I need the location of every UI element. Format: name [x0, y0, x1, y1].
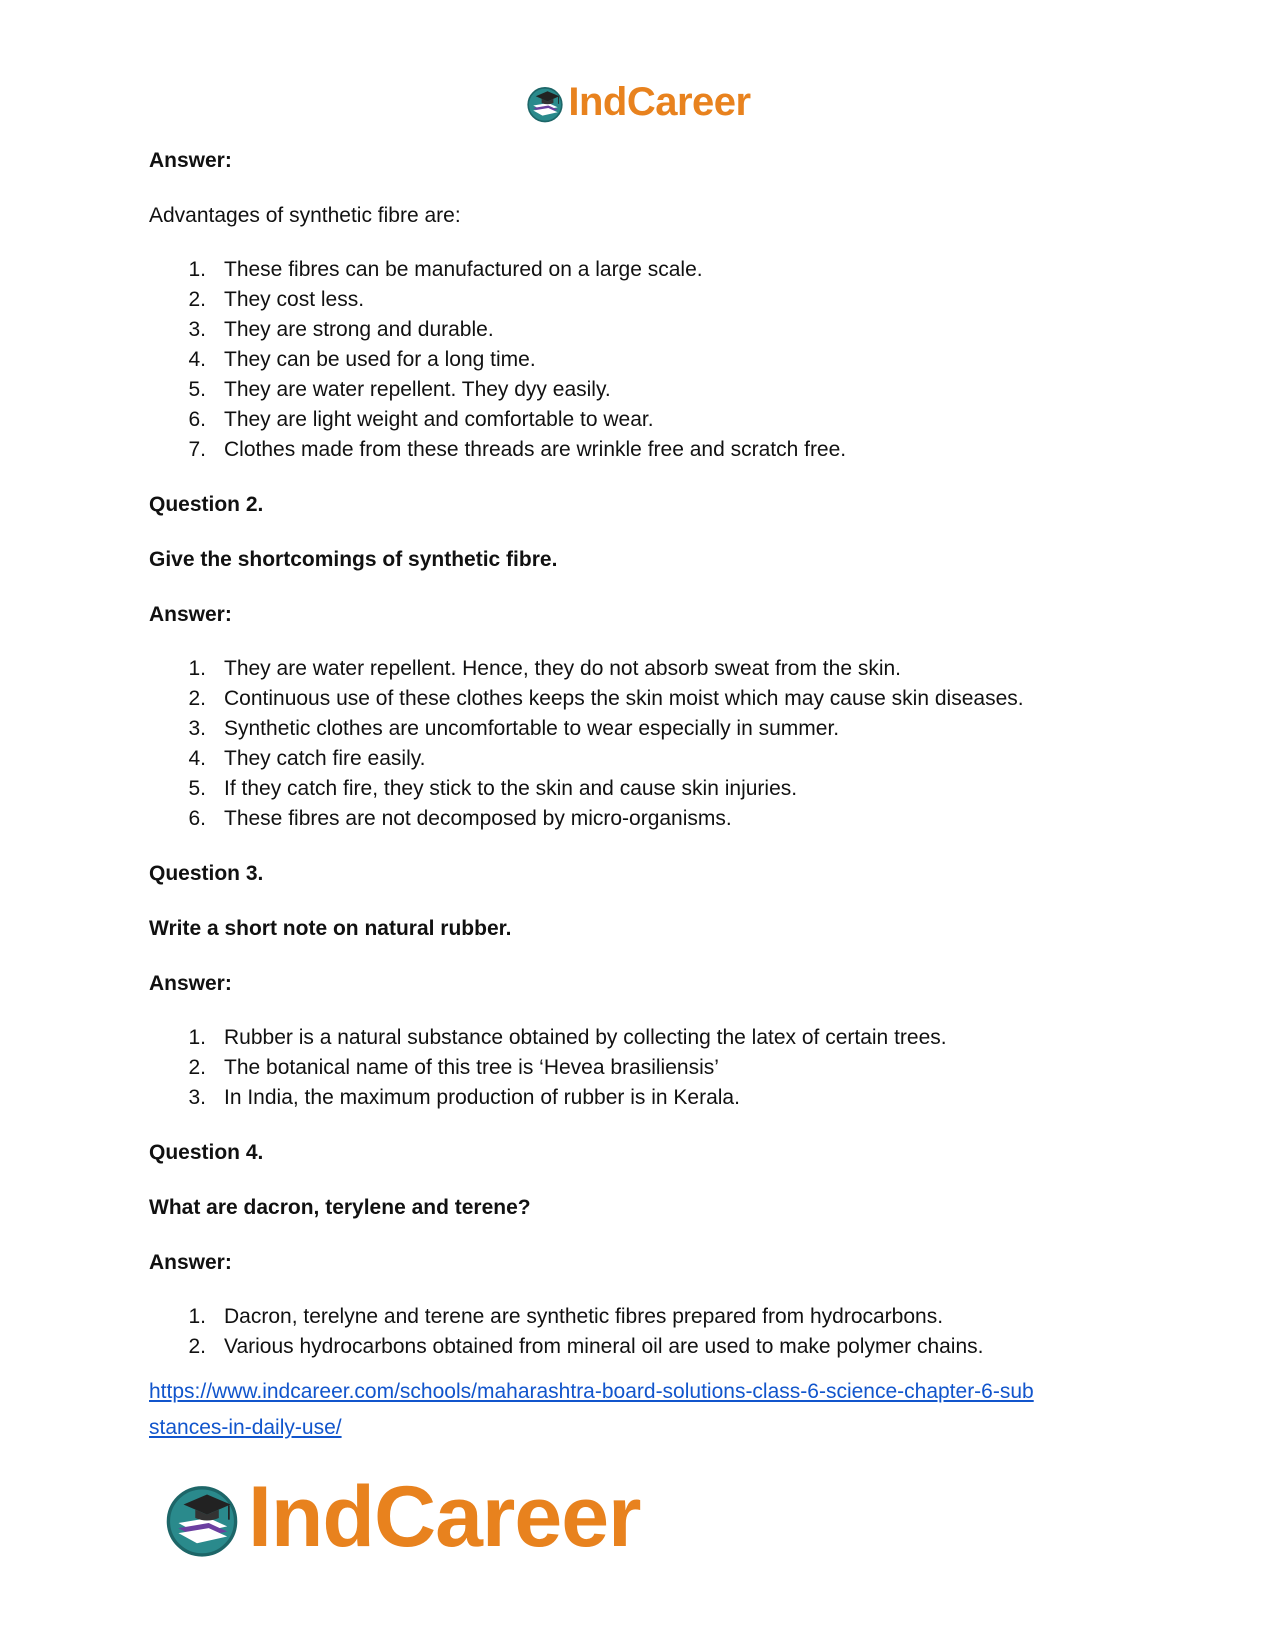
graduation-cap-book-globe-icon	[160, 1476, 244, 1560]
list-item: 2. Various hydrocarbons obtained from mineral oil are used to make polymer chains.	[188, 1335, 984, 1358]
source-link-line1: https://www.indcareer.com/schools/maharashtra-board-solutions-class-6-science-chapter-6-sub	[149, 1380, 1034, 1403]
dacron-list	[149, 1302, 1129, 1362]
source-link[interactable]	[149, 1380, 1034, 1439]
question-text: What are dacron, terylene and terene?	[149, 1196, 531, 1219]
list-item: 1. These fibres can be manufactured on a large scale.	[188, 258, 703, 281]
list-item: 1. Rubber is a natural substance obtained by collecting the latex of certain trees.	[188, 1026, 947, 1049]
source-link-line2: stances-in-daily-use/	[149, 1416, 342, 1439]
list-item: 5. They are water repellent. They dyy easily.	[188, 378, 611, 401]
logo-wordmark: IndCareer	[248, 1469, 641, 1565]
list-item: 2. The botanical name of this tree is ‘Hevea brasiliensis’	[188, 1056, 719, 1079]
logo-wordmark: IndCareer	[568, 80, 751, 124]
question-label: Question 3.	[149, 862, 264, 885]
header-logo	[0, 80, 1275, 125]
question-text: Write a short note on natural rubber.	[149, 917, 512, 940]
list-item: 6. They are light weight and comfortable to wear.	[188, 408, 654, 431]
list-item: 3. In India, the maximum production of rubber is in Kerala.	[188, 1086, 740, 1109]
list-item: 2. They cost less.	[188, 288, 365, 311]
source-link-block	[149, 1374, 1129, 1446]
indcareer-logo	[524, 80, 750, 125]
advantages-list	[149, 255, 1129, 465]
indcareer-logo	[160, 1468, 641, 1567]
answer-label: Answer:	[149, 603, 232, 626]
list-item: 2. Continuous use of these clothes keeps the skin moist which may cause skin diseases.	[188, 687, 1024, 710]
graduation-cap-book-globe-icon	[524, 82, 566, 124]
question-label: Question 2.	[149, 493, 264, 516]
list-item: 1. They are water repellent. Hence, they do not absorb sweat from the skin.	[188, 657, 902, 680]
list-item: 7. Clothes made from these threads are wrinkle free and scratch free.	[188, 438, 847, 461]
document-content	[149, 146, 1129, 1446]
list-item: 4. They can be used for a long time.	[188, 348, 536, 371]
list-item: 1. Dacron, terelyne and terene are synthetic fibres prepared from hydrocarbons.	[188, 1305, 944, 1328]
answer-label: Answer:	[149, 1251, 232, 1274]
answer-label: Answer:	[149, 972, 232, 995]
list-item: 3. They are strong and durable.	[188, 318, 494, 341]
rubber-list	[149, 1023, 1129, 1113]
list-item: 5. If they catch fire, they stick to the skin and cause skin injuries.	[188, 777, 798, 800]
answer-intro: Advantages of synthetic fibre are:	[149, 204, 461, 227]
answer-label: Answer:	[149, 149, 232, 172]
list-item: 4. They catch fire easily.	[188, 747, 426, 770]
list-item: 3. Synthetic clothes are uncomfortable to wear especially in summer.	[188, 717, 840, 740]
shortcomings-list	[149, 654, 1129, 834]
question-label: Question 4.	[149, 1141, 264, 1164]
footer-logo	[160, 1468, 641, 1567]
list-item: 6. These fibres are not decomposed by micro-organisms.	[188, 807, 732, 830]
question-text: Give the shortcomings of synthetic fibre.	[149, 548, 558, 571]
